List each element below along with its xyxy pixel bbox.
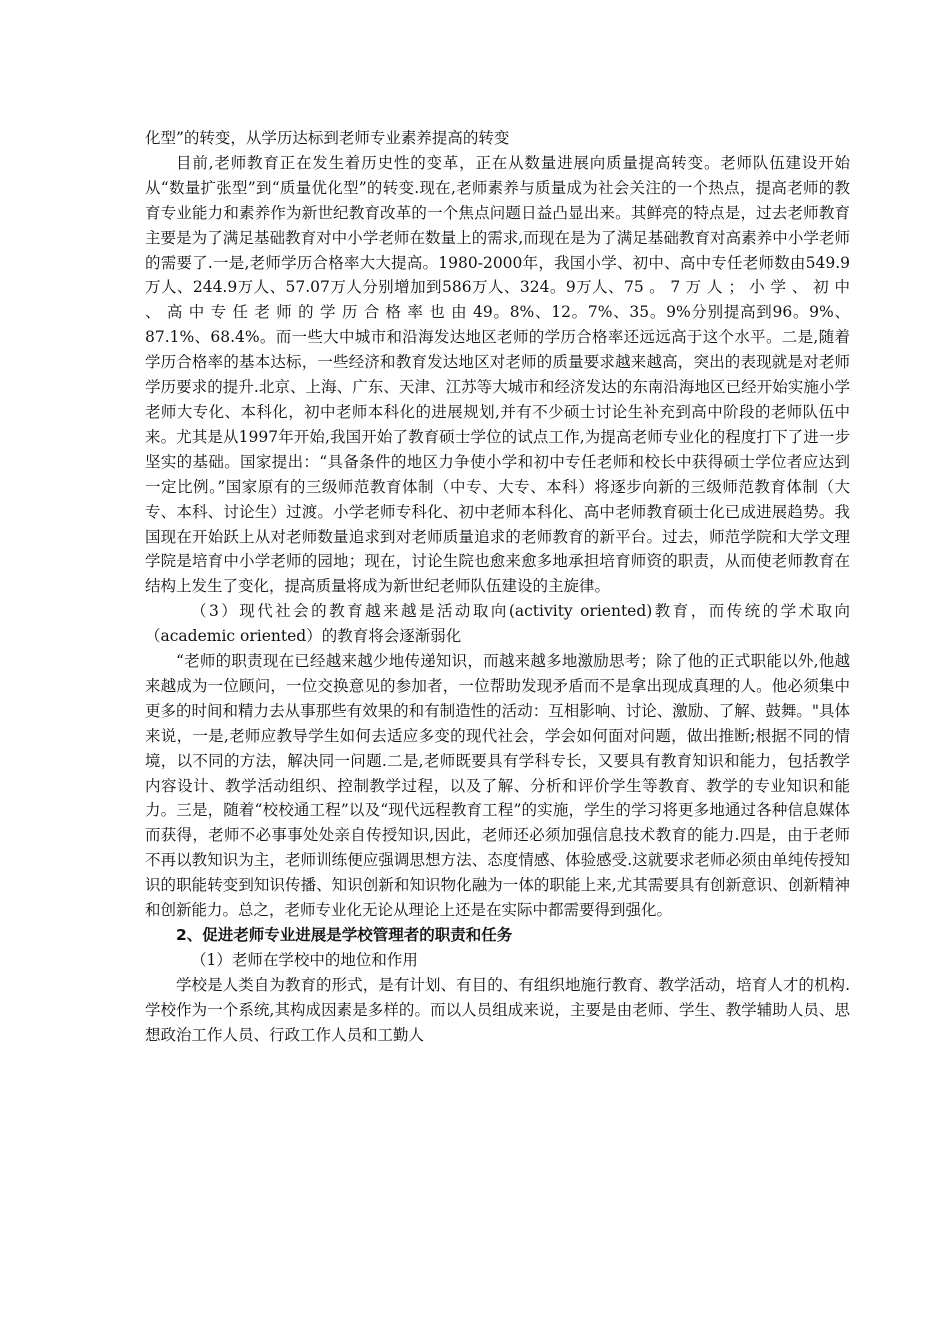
document-page bbox=[145, 126, 850, 1048]
paragraph-school-definition: 学校是人类自为教育的形式，是有计划、有目的、有组织地施行教育、教学活动，培育人才的机构.学校作为一个系统,其构成因素是多样的。而以人员组成来说，主要是由老师、学生、教学辅助人员、思想政治工作人员、行政工作人员和工勤人 bbox=[145, 975, 850, 1044]
paragraph-activity-oriented: （3）现代社会的教育越来越是活动取向(activity oriented)教育，而传统的学术取向（academic oriented）的教育将会逐渐弱化 bbox=[145, 602, 850, 646]
paragraph-teacher-duties: “老师的职责现在已经越来越少地传递知识，而越来越多地激励思考；除了他的正式职能以外,他越来越成为一位顾问，一位交换意见的参加者，一位帮助发现矛盾而不是拿出现成真理的人。他必须集中更多的时间和精力去从事那些有效果的和有制造性的活动：互相影响、讨论、激励、了解、鼓舞。"具体来说，一是,老师应教导学生如何去适应多变的现代社会，学会如何面对问题，做出推断;根据不同的情境，以不同的方法，解决同一问题.二是,老师既要具有学科专长，又要具有教育知识和能力，包括教学内容设计、教学活动组织、控制教学过程，以及了解、分析和评价学生等教育、教学的专业知识和能力。三是，随着“校校通工程”以及“现代远程教育工程”的实施，学生的学习将更多地通过各种信息媒体而获得，老师不必事事处处亲自传授知识,因此，老师还必须加强信息技术教育的能力.四是，由于老师不再以教知识为主，老师训练便应强调思想方法、态度情感、体验感受.这就要求老师必须由单纯传授知识的职能转变到知识传播、知识创新和知识物化融为一体的职能上来,尤其需要具有创新意识、创新精神和创新能力。总之，老师专业化无论从理论上还是在实际中都需要得到强化。 bbox=[145, 652, 850, 920]
subsection-heading: （1）老师在学校中的地位和作用 bbox=[191, 950, 418, 969]
paragraph-teacher-education-change: 目前,老师教育正在发生着历史性的变革，正在从数量进展向质量提高转变。老师队伍建设开始从“数量扩张型”到“质量优化型”的转变.现在,老师素养与质量成为社会关注的一个热点，提高老师的教育专业能力和素养作为新世纪教育改革的一个焦点问题日益凸显出来。其鲜亮的特点是，过去老师教育主要是为了满足基础教育对中小学老师在数量上的需求,而现在是为了满足基础教育对高素养中小学老师的需要了.一是,老师学历合格率大大提高。1980-2000年，我国小学、初中、高中专任老师数由549.9万人、244.9万人、57.07万人分别增加到586万人、324。9万人、75 。 7 万 人 ； 小 学 、 初 中 、 高 中 专 任 老 师 的 学 历 合 格 率 也 由 49。8%、12。7%、35。9%分别提高到96。9%、87.1%、68.4%。而一些大中城市和沿海发达地区老师的学历合格率还远远高于这个水平。二是,随着学历合格率的基本达标，一些经济和教育发达地区对老师的质量要求越来越高，突出的表现就是对老师学历要求的提升.北京、上海、广东、天津、江苏等大城市和经济发达的东南沿海地区已经开始实施小学老师大专化、本科化，初中老师本科化的进展规划,并有不少硕士讨论生补充到高中阶段的老师队伍中来。尤其是从1997年开始,我国开始了教育硕士学位的试点工作,为提高老师专业化的程度打下了进一步坚实的基础。国家提出：“具备条件的地区力争使小学和初中专任老师和校长中获得硕士学位者应达到一定比例。”国家原有的三级师范教育体制（中专、大专、本科）将逐步向新的三级师范教育体制（大专、本科、讨论生）过渡。小学老师专科化、初中老师本科化、高中老师教育硕士化已成进展趋势。我国现在开始跃上从对老师数量追求到对老师质量追求的老师教育的新平台。过去，师范学院和大学文理学院是培育中小学老师的园地；现在，讨论生院也愈来愈多地承担培育师资的职责，从而使老师教育在结构上发生了变化，提高质量将成为新世纪老师队伍建设的主旋律。 bbox=[145, 153, 850, 596]
section-heading: 2、促进老师专业进展是学校管理者的职责和任务 bbox=[176, 926, 513, 944]
paragraph-continuation: 化型”的转变，从学历达标到老师专业素养提高的转变 bbox=[145, 129, 510, 147]
